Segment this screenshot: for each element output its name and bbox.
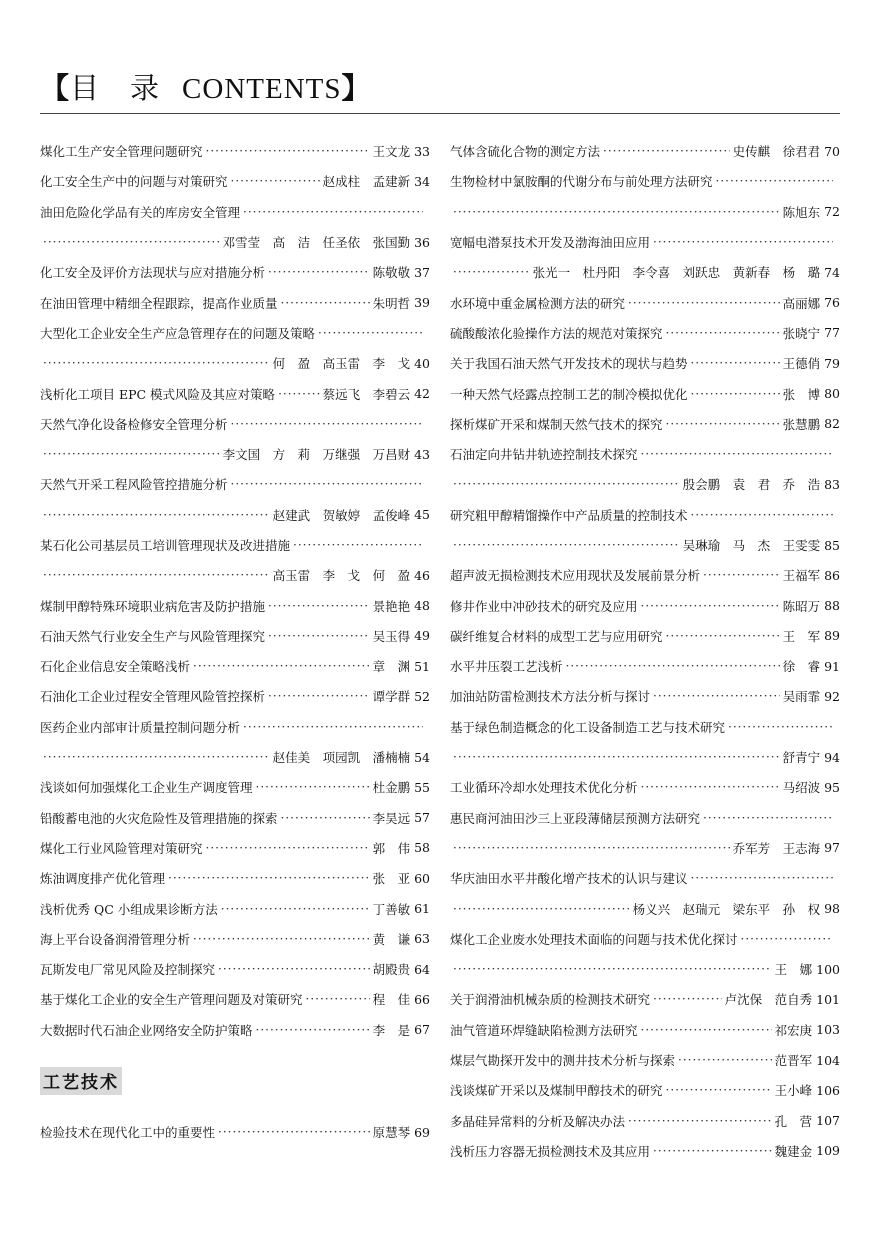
entry-title: 基于绿色制造概念的化工设备制造工艺与技术研究 [450,719,726,735]
toc-entry[interactable] [40,863,430,893]
dot-leader [43,568,270,582]
entry-page: 63 [414,931,430,947]
entry-page: 46 [414,567,430,583]
toc-entry[interactable] [40,136,430,166]
toc-entry[interactable] [40,257,430,287]
entry-author: 魏建金 [774,1143,813,1159]
toc-entry[interactable] [40,439,430,469]
dot-leader [666,326,780,340]
dot-leader [206,841,370,855]
toc-entry[interactable] [450,621,840,651]
entry-author: 殷会鹏 袁 君 乔 浩 [682,477,821,493]
toc-entry[interactable] [40,833,430,863]
entry-author: 程 佳 [372,992,411,1008]
entry-title: 某石化公司基层员工培训管理现状及改进措施 [40,538,291,553]
entry-page: 98 [824,901,840,917]
toc-entry[interactable] [40,803,430,833]
entry-title: 浅析优秀 QC 小组成果诊断方法 [40,901,218,917]
dot-leader [628,296,780,310]
entry-title: 浅析化工项目 EPC 模式风险及其应对策略 [40,386,276,402]
entry-page: 97 [824,840,840,856]
entry-author: 赵建武 贺敏婷 孟俊峰 [272,507,411,523]
entry-page: 54 [414,749,430,765]
dot-leader [666,1083,772,1097]
entry-page: 61 [414,901,430,917]
entry-author: 王小峰 [774,1083,813,1099]
dot-leader [653,235,833,249]
dot-leader [666,417,780,431]
dot-leader [193,659,370,673]
entry-author: 史传麒 徐君君 [732,144,821,160]
entry-author: 祁宏庚 [774,1022,813,1038]
toc-entry[interactable] [450,772,840,802]
toc-left-column [40,136,430,1147]
toc-entry[interactable] [450,954,840,984]
entry-page: 37 [414,264,430,280]
dot-leader [318,326,423,340]
dot-leader [628,1114,772,1128]
toc-entry[interactable] [450,1136,840,1166]
entry-title: 一种天然气烃露点控制工艺的制冷模拟优化 [450,386,688,402]
entry-page: 80 [824,386,840,402]
dot-leader [691,508,833,522]
dot-leader [453,841,730,855]
toc-entry[interactable] [450,712,840,742]
entry-page: 42 [414,386,430,402]
entry-title: 检验技术在现代化工中的重要性 [40,1125,216,1141]
toc-entry[interactable] [40,469,430,499]
entry-title: 气体含硫化合物的测定方法 [450,144,601,160]
toc-entry[interactable] [450,378,840,408]
dot-leader [268,599,370,613]
toc-right-entries [450,136,840,1166]
toc-entry[interactable] [40,621,430,651]
entry-author: 卢沈保 范自秀 [724,992,813,1008]
toc-entry[interactable] [450,590,840,620]
entry-title: 在油田管理中精细全程跟踪，提高作业质量 [40,295,278,311]
toc-entry[interactable] [450,287,840,317]
entry-page: 58 [414,840,430,856]
entry-page: 89 [824,628,840,644]
entry-title: 瓦斯发电厂常见风险及控制探究 [40,962,216,978]
toc-entry[interactable] [450,742,840,772]
toc-entry[interactable] [450,1045,840,1075]
entry-title: 水环境中重金属检测方法的研究 [450,295,626,311]
header-bracket-close: 】 [341,71,372,105]
entry-author: 丁善敏 [372,901,411,917]
dot-leader [243,720,423,734]
entry-page: 33 [414,143,430,159]
dot-leader [256,780,370,794]
entry-author: 张 亚 [372,871,411,887]
dot-leader [653,689,780,703]
dot-leader [218,962,370,976]
entry-page: 104 [816,1052,840,1068]
entry-page: 70 [824,143,840,159]
toc-entry[interactable] [40,287,430,317]
entry-author: 赵成柱 孟建新 [322,174,411,190]
header-bracket-open: 【 [40,71,71,105]
entry-page: 57 [414,810,430,826]
dot-leader [306,992,370,1006]
entry-page: 36 [414,234,430,250]
dot-leader [666,629,780,643]
toc-entry[interactable] [40,681,430,711]
entry-page: 85 [824,537,840,553]
entry-author: 高丽娜 [782,295,821,311]
toc-entry[interactable] [450,924,840,954]
entry-author: 邓雪莹 高 洁 任圣依 张国勤 [222,235,411,251]
toc-entry[interactable] [40,893,430,923]
toc-entry[interactable] [450,500,840,530]
header-contents: CONTENTS [182,73,342,105]
dot-leader [268,629,370,643]
entry-page: 40 [414,355,430,371]
dot-leader [256,1023,370,1037]
entry-title: 浅谈煤矿开采以及煤制甲醇技术的研究 [450,1083,663,1099]
entry-title: 铅酸蓄电池的火灾危险性及管理措施的探索 [40,810,278,826]
entry-title: 煤化工生产安全管理问题研究 [40,144,203,160]
entry-title: 关于润滑油机械杂质的检测技术研究 [450,992,651,1008]
entry-page: 109 [816,1143,840,1159]
dot-leader [641,1023,772,1037]
entry-author: 张 博 [782,386,821,402]
entry-title: 油田危险化学品有关的库房安全管理 [40,204,241,220]
toc-entry[interactable] [450,439,840,469]
dot-leader [243,205,423,219]
dot-leader [678,1053,772,1067]
entry-page: 77 [824,325,840,341]
toc-entry[interactable] [450,197,840,227]
entry-page: 101 [816,991,840,1007]
entry-page: 83 [824,476,840,492]
dot-leader [293,538,423,552]
dot-leader [453,962,772,976]
dot-leader [453,265,530,279]
entry-title: 石油化工企业过程安全管理风险管控探析 [40,689,266,705]
entry-page: 43 [414,446,430,462]
entry-title: 加油站防雷检测技术方法分析与探讨 [450,689,651,705]
section-title: 工艺技术 [40,1067,122,1095]
toc-left-bottom-entries [40,1117,430,1147]
toc-entry[interactable] [40,984,430,1014]
toc-entry[interactable] [450,651,840,681]
entry-author: 王 娜 [774,962,813,978]
entry-title: 煤化工企业废水处理技术面临的问题与技术优化探讨 [450,931,738,947]
toc-entry[interactable] [40,1117,430,1147]
entry-title: 华庆油田水平井酸化增产技术的认识与建议 [450,871,688,887]
entry-author: 蔡远飞 李碧云 [322,386,411,402]
entry-title: 石油定向井钻井轨迹控制技术探究 [450,447,638,463]
toc-entry[interactable] [40,227,430,257]
entry-page: 69 [414,1124,430,1140]
entry-author: 章 渊 [372,659,411,675]
dot-leader [641,447,833,461]
entry-title: 工业循环冷却水处理技术优化分析 [450,780,638,796]
dot-leader [43,235,220,249]
toc-entry[interactable] [40,197,430,227]
header-rule [40,113,840,114]
toc-entry[interactable] [40,590,430,620]
toc-entry[interactable] [450,1106,840,1136]
entry-page: 79 [824,355,840,371]
dot-leader [691,356,780,370]
entry-title: 煤制甲醇特殊环境职业病危害及防护措施 [40,598,266,614]
entry-author: 张晓宁 [782,325,821,341]
dot-leader [278,387,320,401]
dot-leader [653,992,722,1006]
dot-leader [231,174,320,188]
dot-leader [268,265,370,279]
entry-title: 超声波无损检测技术应用现状及发展前景分析 [450,568,701,584]
entry-author: 郭 伟 [372,840,411,856]
entry-author: 王文龙 [372,144,411,160]
toc-entry[interactable] [40,742,430,772]
dot-leader [268,689,370,703]
entry-title: 大数据时代石油企业网络安全防护策略 [40,1022,253,1038]
entry-page: 82 [824,416,840,432]
toc-entry[interactable] [450,863,840,893]
entry-page: 48 [414,598,430,614]
toc-entry[interactable] [40,500,430,530]
toc-entry[interactable] [450,348,840,378]
entry-page: 51 [414,658,430,674]
toc-entry[interactable] [450,833,840,863]
entry-page: 66 [414,991,430,1007]
entry-page: 67 [414,1022,430,1038]
entry-author: 王 军 [782,628,821,644]
entry-page: 64 [414,961,430,977]
entry-title: 炼油调度排产优化管理 [40,871,166,887]
dot-leader [221,902,370,916]
entry-page: 86 [824,567,840,583]
toc-entry[interactable] [40,560,430,590]
toc-entry[interactable] [40,712,430,742]
dot-leader [281,811,370,825]
toc-header [40,66,372,107]
dot-leader [218,1125,370,1139]
toc-entry[interactable] [450,1015,840,1045]
dot-leader [453,205,780,219]
entry-title: 关于我国石油天然气开发技术的现状与趋势 [450,356,688,372]
dot-leader [566,659,780,673]
toc-entry[interactable] [450,409,840,439]
dot-leader [453,750,780,764]
dot-leader [231,417,423,431]
toc-entry[interactable] [450,1075,840,1105]
entry-title: 硫酸酸浓化验操作方法的规范对策探究 [450,325,663,341]
entry-author: 李昊远 [372,810,411,826]
toc-entry[interactable] [40,166,430,196]
toc-entry[interactable] [40,409,430,439]
dot-leader [43,447,220,461]
toc-entry[interactable] [40,1015,430,1045]
entry-page: 76 [824,295,840,311]
entry-author: 陈昭万 [782,598,821,614]
entry-page: 95 [824,779,840,795]
entry-author: 徐 睿 [782,659,821,675]
entry-title: 惠民商河油田沙三上亚段薄储层预测方法研究 [450,810,701,826]
entry-page: 55 [414,779,430,795]
entry-author: 赵佳美 项园凯 潘楠楠 [272,750,411,766]
entry-page: 39 [414,295,430,311]
entry-page: 45 [414,507,430,523]
entry-author: 朱明哲 [372,295,411,311]
entry-page: 107 [816,1113,840,1129]
entry-page: 72 [824,204,840,220]
entry-page: 49 [414,628,430,644]
toc-entry[interactable] [450,530,840,560]
toc-entry[interactable] [450,166,840,196]
toc-entry[interactable] [450,318,840,348]
entry-page: 100 [816,961,840,977]
toc-entry[interactable] [40,924,430,954]
dot-leader [453,902,630,916]
toc-entry[interactable] [450,681,840,711]
entry-author: 杨义兴 赵瑞元 梁东平 孙 权 [632,901,821,917]
entry-author: 杜金鹏 [372,780,411,796]
dot-leader [703,811,833,825]
entry-author: 张慧鹏 [782,416,821,432]
entry-title: 天然气净化设备检修安全管理分析 [40,416,228,432]
dot-leader [168,871,370,885]
dot-leader [653,1144,772,1158]
entry-title: 化工安全生产中的问题与对策研究 [40,174,228,190]
toc-entry[interactable] [450,803,840,833]
entry-author: 黄 谦 [372,931,411,947]
entry-author: 王福军 [782,568,821,584]
entry-title: 宽幅电潜泵技术开发及渤海油田应用 [450,235,651,251]
entry-page: 74 [824,264,840,280]
entry-page: 92 [824,688,840,704]
entry-title: 化工安全及评价方法现状与应对措施分析 [40,265,266,281]
entry-title: 海上平台设备润滑管理分析 [40,931,191,947]
toc-entry[interactable] [450,257,840,287]
entry-author: 舒青宁 [782,750,821,766]
entry-title: 医药企业内部审计质量控制问题分析 [40,719,241,735]
dot-leader [43,750,270,764]
toc-entry[interactable] [450,984,840,1014]
dot-leader [641,780,780,794]
dot-leader [691,871,833,885]
dot-leader [691,387,780,401]
entry-author: 范晋军 [774,1053,813,1069]
toc-right-column [450,136,840,1166]
dot-leader [453,477,680,491]
toc-entry[interactable] [450,227,840,257]
toc-entry[interactable] [40,530,430,560]
toc-entry[interactable] [40,378,430,408]
entry-title: 油气管道环焊缝缺陷检测方法研究 [450,1022,638,1038]
entry-title: 生物检材中氯胺酮的代谢分布与前处理方法研究 [450,174,713,190]
dot-leader [716,174,833,188]
entry-author: 陈旭东 [782,204,821,220]
entry-title: 多晶硅异常料的分析及解决办法 [450,1113,626,1129]
entry-title: 浅谈如何加强煤化工企业生产调度管理 [40,780,253,796]
entry-title: 煤层气勘探开发中的测井技术分析与探索 [450,1053,676,1069]
entry-author: 乔军芳 王志海 [732,840,821,856]
entry-author: 王德俏 [782,356,821,372]
entry-title: 石油天然气行业安全生产与风险管理探究 [40,628,266,644]
dot-leader [641,599,780,613]
entry-title: 石化企业信息安全策略浅析 [40,659,191,675]
entry-page: 91 [824,658,840,674]
entry-title: 天然气开采工程风险管控措施分析 [40,477,228,493]
dot-leader [703,568,780,582]
entry-title: 研究粗甲醇精馏操作中产品质量的控制技术 [450,507,688,523]
entry-author: 谭学群 [372,689,411,705]
entry-title: 水平井压裂工艺浅析 [450,659,563,675]
entry-page: 34 [414,173,430,189]
toc-entry[interactable] [40,954,430,984]
entry-author: 李 是 [372,1022,411,1038]
header-mulu: 目 录 [70,71,161,105]
entry-author: 原慧琴 [372,1125,411,1141]
dot-leader [231,477,423,491]
entry-author: 高玉雷 李 戈 何 盈 [272,568,411,584]
dot-leader [43,508,270,522]
entry-author: 吴琳瑜 马 杰 王雯雯 [682,538,821,553]
toc-entry[interactable] [40,651,430,681]
entry-title: 基于煤化工企业的安全生产管理问题及对策研究 [40,992,303,1008]
toc-entry[interactable] [450,469,840,499]
entry-title: 碳纤维复合材料的成型工艺与应用研究 [450,628,663,644]
entry-page: 60 [414,870,430,886]
dot-leader [741,932,833,946]
toc-entry[interactable] [450,136,840,166]
toc-entry[interactable] [450,560,840,590]
entry-page: 88 [824,598,840,614]
dot-leader [193,932,370,946]
dot-leader [603,144,730,158]
dot-leader [206,144,370,158]
entry-title: 修井作业中冲砂技术的研究及应用 [450,598,638,614]
section-heading [40,1067,430,1111]
dot-leader [43,356,270,370]
entry-author: 吴雨霏 [782,689,821,705]
dot-leader [281,296,370,310]
toc-entry[interactable] [40,318,430,348]
entry-author: 胡殿贵 [372,962,411,978]
entry-author: 何 盈 高玉雷 李 戈 [272,356,411,372]
toc-entry[interactable] [450,893,840,923]
entry-page: 103 [816,1022,840,1038]
entry-title: 大型化工企业安全生产应急管理存在的问题及策略 [40,325,316,341]
entry-page: 106 [816,1082,840,1098]
entry-page: 94 [824,749,840,765]
toc-entry[interactable] [40,772,430,802]
toc-left-entries [40,136,430,1045]
toc-entry[interactable] [40,348,430,378]
entry-page: 52 [414,688,430,704]
dot-leader [728,720,833,734]
entry-author: 张光一 杜丹阳 李令喜 刘跃忠 黄新春 杨 璐 [532,265,821,281]
entry-author: 马绍波 [782,780,821,796]
entry-author: 李文国 方 莉 万继强 万昌财 [222,447,411,463]
entry-title: 煤化工行业风险管理对策研究 [40,840,203,856]
entry-author: 景艳艳 [372,598,411,614]
entry-author: 孔 营 [774,1113,813,1129]
entry-author: 陈敬敬 [372,265,411,281]
entry-title: 探析煤矿开采和煤制天然气技术的探究 [450,416,663,432]
entry-title: 浅析压力容器无损检测技术及其应用 [450,1143,651,1159]
dot-leader [453,538,680,552]
entry-author: 吴玉得 [372,628,411,644]
